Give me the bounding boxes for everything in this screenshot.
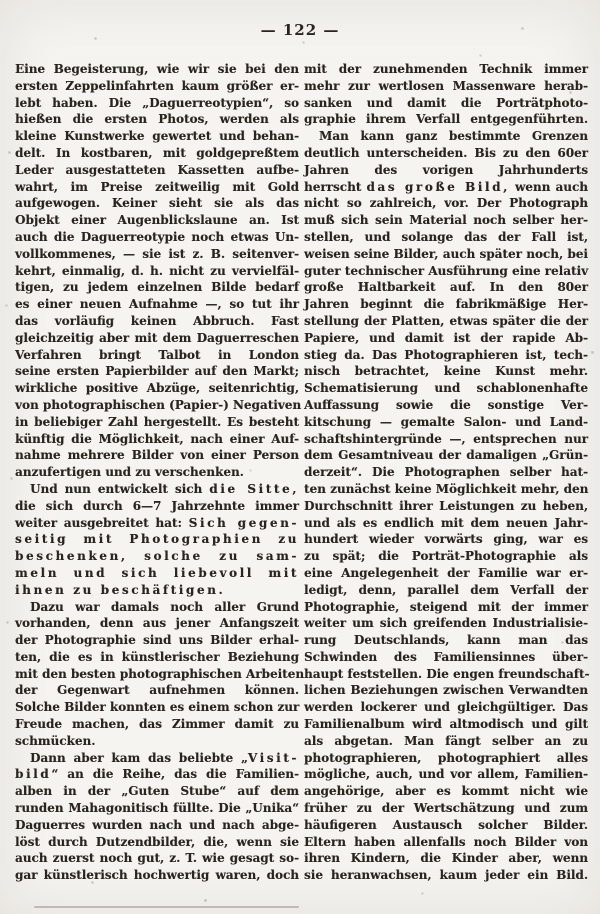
text-line: werden lockerer und gleichgültiger. Das (304, 700, 588, 715)
text-line (15, 548, 299, 565)
text-line: derzeit“. Die Photographen selber hat- (304, 465, 588, 480)
text-line: häufigeren Austausch solcher Bilder. (304, 817, 588, 832)
text-line (15, 531, 299, 548)
text-line: alben in der „Guten Stube“ auf dem (15, 784, 299, 799)
text-line: Leder ausgestatteten Kassetten aufbe- (15, 162, 299, 177)
text-line: weisen seine Bilder, auch später noch, bei (304, 246, 588, 261)
text-line: Man kann ganz bestimmte Grenzen (319, 129, 588, 144)
text-line: zu spät; die Porträt-Photographie als (304, 549, 588, 564)
text-line: kleine Kunstwerke gewertet und behan- (15, 129, 299, 144)
text-line: ten zunächst keine Möglichkeit mehr, den (304, 481, 589, 496)
text-line: ten, die es in künstlerischer Beziehung (15, 649, 299, 664)
text-line: ersten Zeppelinfahrten kaum größer er- (15, 78, 299, 93)
letterspaced-emphasis: die Sitte, (209, 481, 299, 496)
text-line: delt. In kostbaren, mit goldgepreßtem (15, 145, 299, 160)
text-line: Daguerres wurden nach und nach abge- (15, 817, 299, 832)
text-line: löst durch Dutzendbilder, die, wenn sie (15, 834, 299, 849)
scan-artifact-line (34, 906, 299, 908)
paragraph (304, 61, 588, 128)
text-line: schmücken. (15, 733, 96, 748)
text-line (15, 582, 299, 599)
text-line: seine ersten Papierbilder auf den Markt; (15, 364, 299, 379)
text-line: aufgewogen. Keiner sieht sie als das (15, 196, 299, 211)
text-line: haupt feststellen. Die engen freundschaft- (304, 666, 590, 681)
text-line: muß sich sein Material noch selber her- (304, 213, 588, 228)
text-line: nahme mehrere Bilder von einer Person (15, 448, 299, 463)
text-line: früher zu der Wertschätzung und zum (304, 801, 588, 816)
text-line: Schwinden des Familiensinnes über- (304, 649, 588, 664)
text-line: Schematisierung und schablonenhafte (304, 381, 588, 396)
text-line: in beliebiger Zahl hergestellt. Es besteht (15, 414, 299, 429)
letterspaced-emphasis: bild (15, 767, 52, 782)
text-line: hießen die ersten Photos, werden als (15, 112, 299, 127)
text-line: es einer neuen Aufnahme —, so tut ihr (15, 297, 299, 312)
text-column-left (15, 61, 305, 884)
text-line: kitschung — gemalte Salon- und Land- (304, 414, 588, 429)
letterspaced-emphasis: meln und sich liebevoll mit (15, 565, 299, 580)
text-line: stieg da. Das Photographieren ist, tech- (304, 347, 588, 362)
text-line: stellen, und solange das der Fall ist, (304, 229, 588, 244)
text-line: von photographischen (Papier-) Negativen (15, 397, 302, 412)
text-line: runden Mahagonitisch füllte. Die „Unika“ (15, 801, 299, 816)
text-line: kehrt, einmalig, d. h. nicht zu vervielfäl- (15, 263, 299, 278)
text-line: hundert wieder vorwärts ging, war es (304, 532, 588, 547)
text-line: vollkommenes, — sie ist z. B. seitenver- (15, 246, 299, 261)
text-line (15, 565, 299, 582)
text-line: auch zuerst noch gut, z. T. wie gesagt so- (15, 851, 299, 866)
text-line: lichen Beziehungen zwischen Verwandten (304, 683, 588, 698)
text-line: eine Angelegenheit der Familie war er- (304, 565, 588, 580)
text-line: ihren Kindern, die Kinder aber, wenn (304, 851, 588, 866)
text-line: die sich durch 6—7 Jahrzehnte immer (15, 498, 299, 513)
text-line: angehörige, aber es kommt nicht wie (304, 784, 588, 799)
paragraph (15, 61, 302, 481)
text-line: photographieren, photographiert alles (304, 750, 588, 765)
text-line: ledigt, denn, parallel dem Verfall der (304, 582, 588, 597)
text-line: Objekt einer Augenblickslaune an. Ist (15, 213, 299, 228)
scan-noise-speckles (0, 0, 1, 1)
text-line: lebt haben. Die „Daguerreotypien“, so (15, 95, 299, 110)
text-line: Und nun entwickelt sich die Sitte, (30, 481, 299, 496)
text-line: sie heranwachsen, kaum jeder ein Bild. (304, 868, 588, 883)
text-line: vorhanden, denn aus jener Anfangszeit (15, 616, 299, 631)
text-line: graphie ihrem Verfall entgegenführten. (304, 112, 588, 127)
paragraph (15, 481, 299, 599)
text-line: Photographie, steigend mit der immer (304, 599, 588, 614)
text-line: Dazu war damals noch aller Grund (30, 599, 299, 614)
letterspaced-emphasis: Sich gegen- (188, 515, 299, 530)
letterspaced-emphasis: beschenken, solche zu sam- (15, 549, 299, 564)
paragraph (304, 128, 588, 884)
text-line: auch die Daguerreotypie noch etwas Un- (15, 229, 299, 244)
text-line: Dann aber kam das beliebte „Visit- (30, 750, 299, 765)
text-line: der Photographie sind uns Bilder erhal- (15, 633, 299, 648)
text-line: der Gegenwart aufnehmen können. (15, 683, 299, 698)
text-line: rung Deutschlands, kann man das (304, 633, 588, 648)
text-line: mögliche, auch, und vor allem, Familien- (304, 767, 588, 782)
text-line: gar künstlerisch hochwertig waren, doch (15, 868, 299, 883)
text-line: wirkliche positive Abzüge, seitenrichtig, (15, 381, 299, 396)
page-number: — 122 — (260, 21, 340, 39)
text-line: Jahren beginnt die fabrikmäßige Her- (304, 297, 588, 312)
text-line: große Haltbarkeit auf. In den 80er (304, 280, 588, 295)
text-line: mit den besten photographischen Arbeiten (15, 666, 305, 681)
letterspaced-emphasis: seitig mit Photographien zu (15, 532, 299, 547)
text-line: Eine Begeisterung, wie wir sie bei den (15, 62, 299, 76)
text-line: deutlich unterscheiden. Bis zu den 60er (304, 145, 588, 160)
paragraph (15, 599, 305, 750)
text-line: Freude machen, das Zimmer damit zu (15, 717, 299, 732)
text-line: tigen, zu jedem einzelnen Bilde bedarf (15, 280, 299, 295)
text-line: stellung der Platten, etwas später die der (304, 313, 588, 328)
text-line: Solche Bilder konnten es einem schon zur (15, 700, 300, 715)
text-line: herrscht das große Bild, wenn auch (304, 179, 588, 194)
text-line: sanken und damit die Porträtphoto- (304, 95, 588, 110)
text-line: gleichzeitig aber mit dem Daguerreschen (15, 330, 299, 345)
text-line: Eltern haben allenfalls noch Bilder von (304, 834, 588, 849)
text-line: Durchschnitt ihrer Leistungen zu heben, (304, 498, 588, 513)
text-line: schaftshintergründe —, entsprechen nur (304, 431, 588, 446)
text-column-right (304, 61, 588, 884)
text-line: Jahren des vorigen Jahrhunderts (304, 162, 588, 177)
text-line: Auffassung sowie die sonstige Ver- (304, 397, 588, 412)
text-line: künftig die Möglichkeit, nach einer Auf- (15, 431, 299, 446)
text-line: wahrt, im Preise zeitweilig mit Gold (15, 179, 299, 194)
text-line: weiter ausgebreitet hat: Sich gegen- (15, 515, 299, 530)
text-line: nicht so zahlreich, vor. Der Photograph (304, 196, 588, 211)
text-line: Verfahren bringt Talbot in London (15, 347, 299, 362)
text-line: nisch betrachtet, keine Kunst mehr. (304, 364, 588, 379)
letterspaced-emphasis: Visit- (247, 750, 299, 765)
text-line: guter technischer Ausführung eine relativ (304, 263, 589, 278)
letterspaced-emphasis: ihnen zu beschäftigen. (15, 582, 226, 597)
text-line: als abgetan. Man fängt selber an zu (304, 733, 588, 748)
text-line: mit der zunehmenden Technik immer (304, 62, 588, 76)
letterspaced-emphasis: das große Bild, (366, 179, 510, 194)
text-line: mehr zur wertlosen Massenware herab- (304, 78, 588, 93)
text-line: das vorläufig keinen Abbruch. Fast (15, 313, 299, 328)
text-line: weiter um sich greifenden Industrialisie- (304, 616, 588, 631)
text-line: und als es endlich mit dem neuen Jahr- (304, 515, 588, 530)
text-line: dem Gesamtniveau der damaligen „Grün- (304, 448, 588, 463)
text-line: Familienalbum wird altmodisch und gilt (304, 717, 588, 732)
paragraph (15, 750, 299, 884)
text-line: anzufertigen und zu verschenken. (15, 465, 244, 480)
text-line: bild“ an die Reihe, das die Familien- (15, 767, 299, 782)
text-line: Papiere, und damit ist der rapide Ab- (304, 330, 588, 345)
